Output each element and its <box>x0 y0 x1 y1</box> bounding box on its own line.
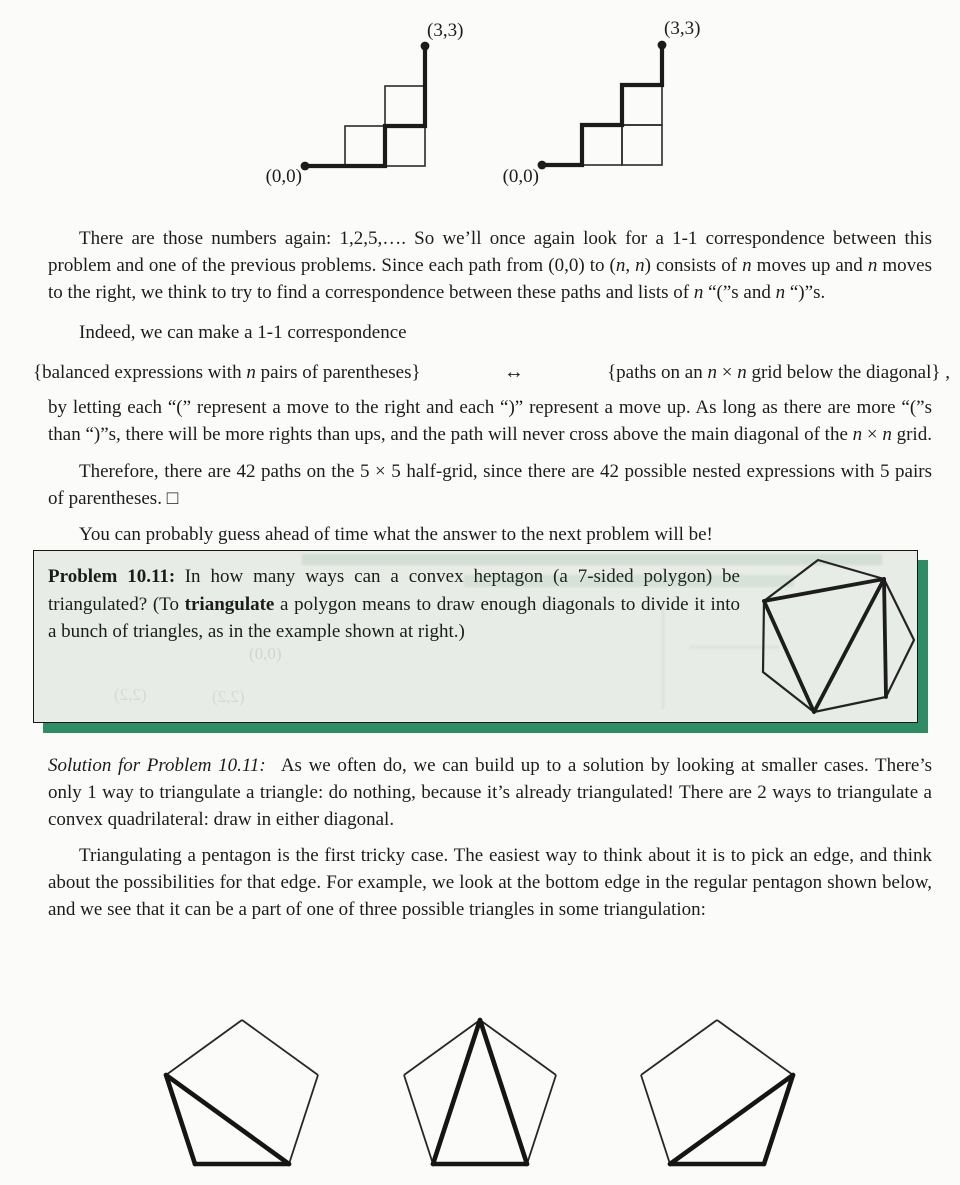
problem-box <box>33 550 918 723</box>
paragraph-pentagon-tricky: Triangulating a pentagon is the first tricky case. The easiest way to think about it is to pick an edge, and think about the possibilities for that edge. For example, we look at the bottom edge in the regular pentagon shown below, and we see that it can be a part of one of three possible triangles in some triangulation: <box>48 845 932 920</box>
pentagon-figures-row <box>0 1017 960 1177</box>
heptagon-triangulation-figure <box>743 549 928 721</box>
paragraph-indeed: Indeed, we can make a 1-1 correspondence <box>79 322 407 343</box>
left-origin-label: (0,0) <box>265 166 302 187</box>
ghost-label: (2,2) <box>212 687 245 706</box>
correspondence-right-set: {paths on an n × n grid below the diagonal} , <box>607 362 950 383</box>
correspondence-line <box>33 359 950 386</box>
paragraph-numbers-again: There are those numbers again: 1,2,5,…. So we’ll once again look for a 1-1 correspondence between this problem and one of the previous problems. Since each path from (0,0) to (n, n) consists of n moves up and n moves to the right, we think to try to find a correspondence between these paths and lists of n “(”s and n “)”s. <box>48 228 932 303</box>
right-origin-label: (0,0) <box>502 166 539 187</box>
ghost-label: (0,0) <box>249 644 282 663</box>
left-right-arrow: ↔ <box>503 361 524 383</box>
paragraph-by-letting: by letting each “(” represent a move to the right and each “)” represent a move up. As long as there are more “(”s than “)”s, there will be more rights than ups, and the path will never cross above the main diagonal of the n × n grid. <box>48 397 932 445</box>
right-corner-label: (3,3) <box>664 18 701 39</box>
problem-statement: Problem 10.11: In how many ways can a convex heptagon (a 7-sided polygon) be triangulated? (To triangulate a polygon means to draw enough diagonals to divide it into a bunch of triangles, as in the example shown at right.) <box>48 566 741 642</box>
paragraph-guess: You can probably guess ahead of time what the answer to the next problem will be! <box>79 524 713 545</box>
pentagon-triangulation-middle <box>398 1017 562 1169</box>
left-corner-label: (3,3) <box>427 20 464 41</box>
pentagon-triangulation-left <box>160 1017 324 1169</box>
paragraph-solution: Solution for Problem 10.11: As we often do, we can build up to a solution by looking at smaller cases. There’s only 1 way to triangulate a triangle: do nothing, because it’s already triangulated! There are 2 ways to triangulate a convex quadrilateral: draw in either diagonal. <box>48 755 932 830</box>
paragraph-therefore: Therefore, there are 42 paths on the 5 × 5 half-grid, since there are 42 possible nested expressions with 5 pairs of parentheses. □ <box>48 461 932 509</box>
correspondence-left-set: {balanced expressions with n pairs of parentheses} <box>33 362 421 383</box>
pentagon-triangulation-right <box>635 1017 799 1169</box>
ghost-label: (2,2) <box>114 685 147 704</box>
